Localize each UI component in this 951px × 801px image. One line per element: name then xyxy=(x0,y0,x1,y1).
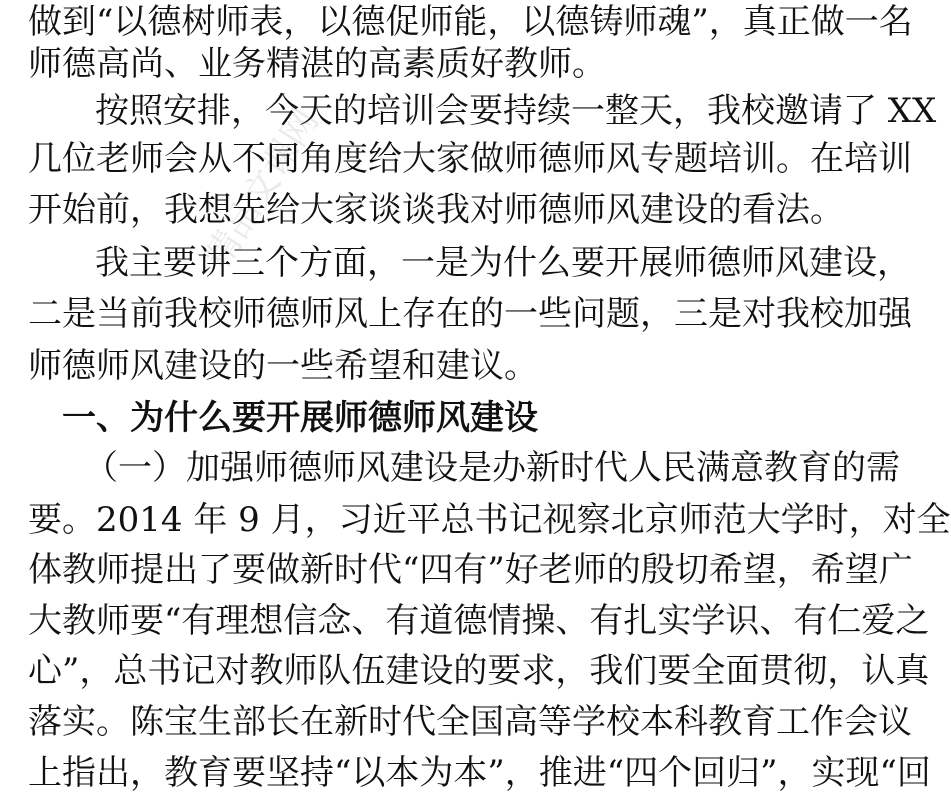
text-line: 按照安排，今天的培训会要持续一整天，我校邀请了 XX xyxy=(95,91,937,131)
text-line: 几位老师会从不同角度给大家做师德师风专题培训。在培训 xyxy=(28,139,912,179)
section-heading: 一、为什么要开展师德师风建设 xyxy=(62,398,538,438)
text-line: 开始前，我想先给大家谈谈我对师德师风建设的看法。 xyxy=(28,190,844,230)
text-line: 心”，总书记对教师队伍建设的要求，我们要全面贯彻，认真 xyxy=(28,651,930,691)
text-line: 体教师提出了要做新时代“四有”好老师的殷切希望，希望广 xyxy=(28,550,913,590)
text-line: （一）加强师德师风建设是办新时代人民满意教育的需 xyxy=(84,448,900,488)
text-line: 做到“以德树师表，以德促师能，以德铸师魂”，真正做一名 xyxy=(28,2,913,42)
text-line: 落实。陈宝生部长在新时代全国高等学校本科教育工作会议 xyxy=(28,702,912,742)
text-line: 师德师风建设的一些希望和建议。 xyxy=(28,346,538,386)
text-line: 我主要讲三个方面，一是为什么要开展师德师风建设， xyxy=(95,243,911,283)
text-line: 上指出，教育要坚持“以本为本”，推进“四个回归”，实现“回 xyxy=(28,753,931,793)
text-line: 师德高尚、业务精湛的高素质好教师。 xyxy=(28,44,606,84)
text-line: 要。2014 年 9 月，习近平总书记视察北京师范大学时，对全 xyxy=(28,500,951,540)
text-line: 二是当前我校师德师风上存在的一些问题，三是对我校加强 xyxy=(28,294,912,334)
text-line: 大教师要“有理想信念、有道德情操、有扎实学识、有仁爱之 xyxy=(28,601,930,641)
watermark: 精品文课网 xyxy=(196,101,327,276)
